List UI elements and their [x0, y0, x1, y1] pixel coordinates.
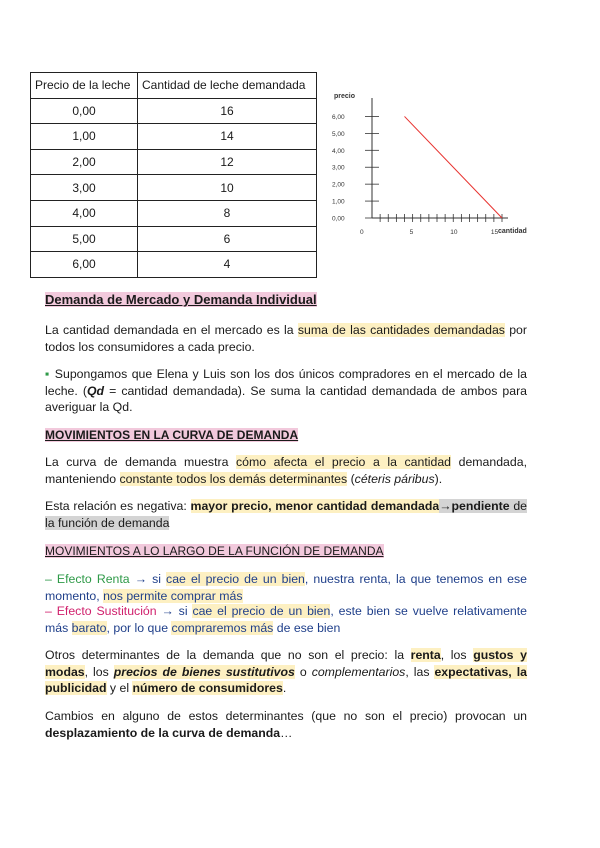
- highlighted-text: barato: [71, 620, 107, 635]
- table-header: Cantidad de leche demandada: [138, 73, 317, 99]
- text: = cantidad demandada). Se suma la cantidad demandada de ambos para averiguar la Qd.: [45, 383, 528, 414]
- x-axis-label: cantidad: [498, 228, 527, 235]
- table-row: [31, 124, 317, 150]
- text: Otros determinantes de la demanda que no son el precio: la: [45, 648, 411, 662]
- bold-text: Qd: [86, 383, 105, 398]
- text: , nuestra renta, la que tenemos en ese momento,: [45, 572, 528, 603]
- italic-text: complementarios: [311, 664, 406, 679]
- text: y el: [106, 681, 133, 695]
- paragraph-other-determinants: [45, 647, 527, 697]
- table-row: [31, 252, 317, 278]
- bold-highlighted-text: número de consumidores: [132, 681, 283, 695]
- table-row: [31, 98, 317, 124]
- highlighted-text: cómo afecta el precio a la cantidad: [236, 455, 452, 469]
- text: , los: [84, 664, 114, 679]
- highlighted-text: constante todos los demás determinantes: [119, 471, 348, 486]
- table-cell: 0,00: [31, 98, 138, 124]
- highlighted-text: nos permite comprar más: [103, 588, 243, 603]
- table-cell: 16: [138, 98, 317, 124]
- table-header-row: [31, 73, 317, 99]
- y-tick-label: 3,00: [332, 164, 345, 172]
- bold-highlighted-text: gustos y modas: [45, 648, 527, 679]
- bold-italic-text: precios de bienes sustitutivos: [113, 664, 295, 679]
- x-tick-label: 15: [490, 229, 499, 236]
- y-tick-label: 2,00: [332, 181, 345, 189]
- table-row: [31, 200, 317, 226]
- demand-table: [30, 72, 317, 278]
- list-item-substitution-effect: [45, 603, 527, 636]
- table-cell: 14: [138, 124, 317, 150]
- text: por todos los consumidores a cada precio.: [45, 323, 527, 354]
- table-cell: 6,00: [31, 252, 138, 278]
- effect-label: – Efecto Renta: [45, 572, 135, 586]
- table-cell: 2,00: [31, 149, 138, 175]
- paragraph-negative-relation: [45, 498, 527, 531]
- text: , este bien se vuelve relativamente más: [45, 604, 528, 635]
- highlighted-text: cae el precio de un bien: [192, 604, 331, 618]
- table-row: [31, 175, 317, 201]
- table-cell: 8: [138, 200, 317, 226]
- text: → si: [134, 572, 167, 586]
- text: , por lo que: [106, 620, 172, 635]
- table-header: Precio de la leche: [31, 73, 138, 99]
- text: , los: [440, 648, 474, 662]
- section-title: Demanda de Mercado y Demanda Individual: [45, 292, 317, 307]
- table-cell: 4,00: [31, 200, 138, 226]
- y-axis-label: precio: [334, 93, 356, 100]
- section-title: MOVIMIENTOS EN LA CURVA DE DEMANDA: [45, 428, 299, 442]
- bold-text: desplazamiento de la curva de demanda: [45, 725, 281, 740]
- text: Cambios en alguno de estos determinantes (que no son el precio) provocan un: [45, 709, 527, 723]
- y-tick-label: 5,00: [332, 130, 345, 138]
- bold-highlighted-text: expectativas, la publicidad: [45, 664, 527, 695]
- table-row: [31, 149, 317, 175]
- table-cell: 1,00: [31, 124, 138, 150]
- y-tick-label: 6,00: [332, 113, 345, 121]
- text: .: [282, 681, 287, 695]
- y-tick-label: 1,00: [332, 198, 345, 206]
- table-cell: 3,00: [31, 175, 138, 201]
- bullet-icon: ▪: [45, 367, 51, 381]
- arrow-icon: →: [439, 499, 452, 513]
- highlighted-text: suma de las cantidades demandadas: [297, 323, 505, 337]
- table-cell: 12: [138, 149, 317, 175]
- highlighted-text: de la función de demanda: [45, 499, 527, 530]
- text: La cantidad demandada en el mercado es la: [45, 323, 298, 337]
- list-item-income-effect: [45, 571, 527, 604]
- text: de ese bien: [273, 620, 341, 635]
- paragraph-example: [45, 366, 527, 416]
- table-cell: 6: [138, 226, 317, 252]
- section-title-along-function: [45, 543, 527, 560]
- text: ).: [434, 471, 443, 486]
- y-tick-label: 4,00: [332, 147, 345, 155]
- x-tick-label: 0: [360, 229, 364, 236]
- bold-highlighted-text: mayor precio, menor cantidad demandada: [190, 499, 440, 513]
- text: (: [347, 471, 355, 486]
- paragraph-demand-curve: [45, 454, 527, 487]
- effect-label: – Efecto Sustitución: [45, 604, 162, 618]
- bold-highlighted-text: pendiente: [451, 499, 510, 513]
- text: → si: [161, 604, 193, 618]
- demand-line: [405, 116, 503, 218]
- table-cell: 5,00: [31, 226, 138, 252]
- y-tick-label: 0,00: [332, 215, 345, 223]
- bold-highlighted-text: renta: [410, 648, 441, 662]
- text: o: [294, 664, 312, 679]
- italic-text: céteris páribus: [354, 471, 435, 486]
- text: La curva de demanda muestra: [45, 455, 237, 469]
- section-title-market-demand: [45, 292, 527, 309]
- x-tick-label: 5: [409, 229, 414, 236]
- table-row: [31, 226, 317, 252]
- section-title-curve-movements: [45, 427, 527, 444]
- section-title: MOVIMIENTOS A LO LARGO DE LA FUNCIÓN DE DEMANDA: [45, 544, 384, 558]
- demand-chart: [328, 86, 543, 244]
- x-tick-label: 10: [450, 229, 458, 236]
- text: Esta relación es negativa:: [45, 499, 191, 513]
- text: demandada, manteniendo: [45, 455, 527, 486]
- paragraph-market-demand: [45, 322, 527, 355]
- table-cell: 10: [138, 175, 317, 201]
- table-cell: 4: [138, 252, 317, 278]
- highlighted-text: compraremos más: [171, 620, 274, 635]
- text: …: [280, 725, 293, 740]
- paragraph-shift: [45, 708, 527, 741]
- text: Supongamos que Elena y Luis son los dos únicos compradores en el mercado de la leche. (: [45, 367, 527, 398]
- highlighted-text: cae el precio de un bien: [166, 572, 305, 586]
- text: , las: [405, 664, 435, 679]
